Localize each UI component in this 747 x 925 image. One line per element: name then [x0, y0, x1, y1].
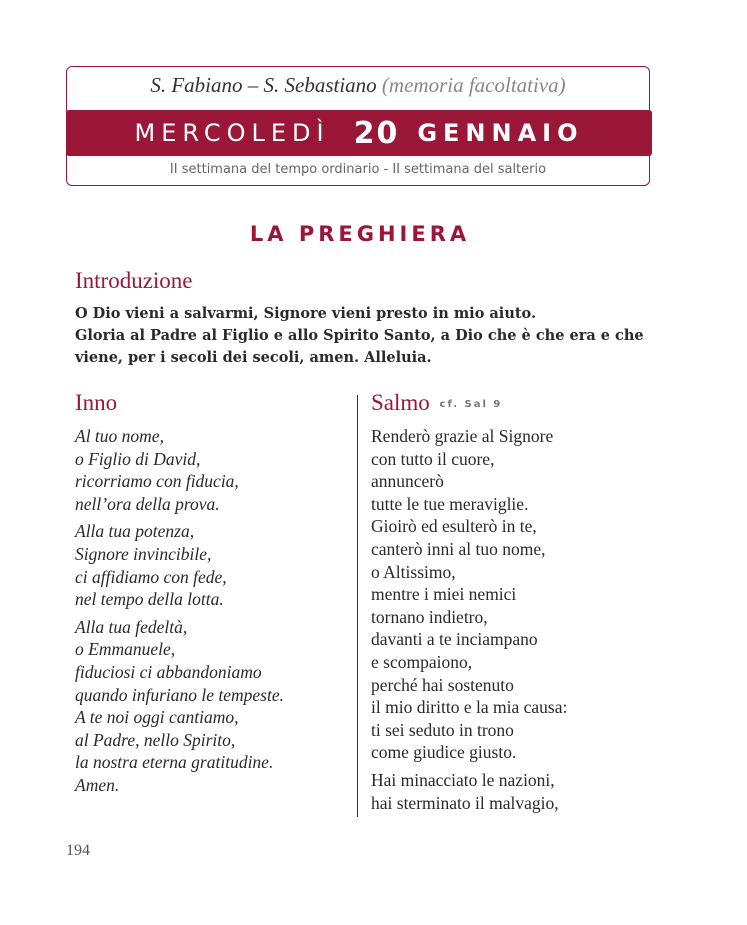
introduzione-heading: Introduzione: [75, 268, 193, 293]
verse-line: perché hai sostenuto: [371, 674, 514, 695]
weekday: MERCOLEDÌ: [134, 119, 330, 147]
verse-line: e scompaiono,: [371, 651, 473, 672]
salmo-title: Salmo: [371, 390, 430, 415]
page-number: 194: [66, 842, 90, 859]
verse-line: Gioirò ed esulterò in te,: [371, 516, 537, 537]
salmo-stanza: [371, 769, 661, 814]
verse-line: o Altissimo,: [371, 561, 456, 582]
verse-line: tornano indietro,: [371, 606, 488, 627]
verse-line: canterò inni al tuo nome,: [371, 538, 546, 559]
verse-line: o Figlio di David,: [75, 448, 201, 469]
verse-line: Amen.: [75, 774, 120, 795]
verse-line: la nostra eterna gratitudine.: [75, 752, 274, 773]
saint-line: [67, 73, 649, 98]
verse-line: ti sei seduto in trono: [371, 719, 514, 740]
saint-names: S. Fabiano – S. Sebastiano: [150, 73, 377, 97]
verse-line: al Padre, nello Spirito,: [75, 729, 236, 750]
verse-line: nel tempo della lotta.: [75, 589, 224, 610]
verse-line: Alla tua fedeltà,: [75, 616, 188, 637]
salmo-heading: [371, 390, 502, 416]
inno-text: [75, 425, 350, 802]
salmo-stanza: [371, 425, 661, 764]
section-title: LA PREGHIERA: [249, 222, 471, 246]
verse-line: ricorriamo con fiducia,: [75, 471, 239, 492]
verse-line: Hai minacciato le nazioni,: [371, 769, 555, 790]
verse-line: Signore invincibile,: [75, 543, 212, 564]
memoria-note: (memoria facoltativa): [381, 73, 566, 97]
column-divider: [357, 395, 358, 817]
intro-paragraph: O Dio vieni a salvarmi, Signore vieni presto in mio aiuto.: [75, 305, 537, 322]
verse-line: Al tuo nome,: [75, 426, 164, 446]
inno-heading: Inno: [75, 390, 118, 415]
date-header: [66, 66, 650, 186]
verse-line: mentre i miei nemici: [371, 584, 517, 605]
introduzione-text: [75, 303, 655, 369]
inno-stanza: [75, 425, 350, 515]
intro-paragraph: Gloria al Padre al Figlio e allo Spirito Santo, a Dio che è che era e che viene, per i secoli dei secoli, amen. Alleluia.: [75, 327, 644, 366]
verse-line: come giudice giusto.: [371, 742, 517, 763]
verse-line: con tutto il cuore,: [371, 448, 495, 469]
verse-line: annuncerò: [371, 471, 444, 492]
verse-line: Renderò grazie al Signore: [371, 426, 554, 446]
verse-line: quando infuriano le tempeste.: [75, 684, 285, 705]
inno-stanza: [75, 616, 350, 797]
salmo-text: [371, 425, 661, 819]
inno-stanza: [75, 520, 350, 610]
verse-line: nell’ora della prova.: [75, 493, 220, 514]
verse-line: tutte le tue meraviglie.: [371, 493, 529, 514]
date-band: [66, 110, 652, 156]
verse-line: davanti a te inciampano: [371, 629, 538, 650]
verse-line: Alla tua potenza,: [75, 521, 195, 542]
salmo-reference: cf. Sal 9: [439, 399, 503, 410]
month: GENNAIO: [417, 119, 584, 147]
liturgical-week: II settimana del tempo ordinario - II settimana del salterio: [169, 162, 547, 177]
verse-line: ci affidiamo con fede,: [75, 566, 227, 587]
verse-line: A te noi oggi cantiamo,: [75, 707, 239, 728]
verse-line: o Emmanuele,: [75, 639, 176, 660]
date-number: 20: [353, 115, 400, 151]
verse-line: il mio diritto e la mia causa:: [371, 697, 568, 718]
verse-line: fiduciosi ci abbandoniamo: [75, 661, 262, 682]
verse-line: hai sterminato il malvagio,: [371, 792, 559, 813]
